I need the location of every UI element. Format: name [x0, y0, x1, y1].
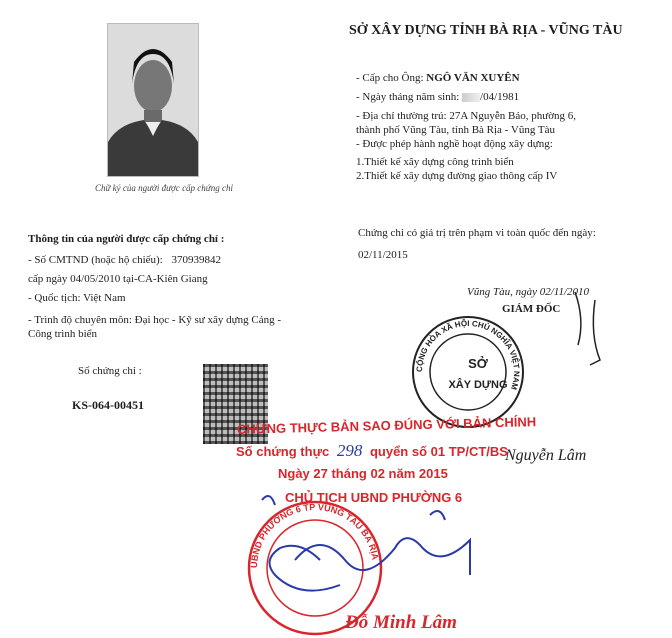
id-value: 370939842: [171, 254, 221, 266]
certificate-label: Số chứng chỉ :: [78, 365, 142, 377]
address-line-2: thành phố Vũng Tàu, tỉnh Bà Rịa - Vũng Tàu: [356, 124, 556, 136]
info-heading: Thông tin của người được cấp chứng chỉ :: [28, 233, 225, 245]
department-title: SỞ XÂY DỰNG TỈNH BÀ RỊA - VŨNG TÀU: [349, 23, 623, 38]
certificate-number: KS-064-00451: [72, 398, 144, 412]
stamp-center-line-1: SỞ: [468, 356, 488, 371]
holder-name: NGÔ VĂN XUYÊN: [426, 72, 520, 84]
place-date: Vũng Tàu, ngày 02/11/2010: [467, 286, 590, 298]
certification-title: CHỨNG THỰC BẢN SAO ĐÚNG VỚI BẢN CHÍNH: [236, 414, 537, 437]
certification-book: quyển số 01 TP/CT/BS: [369, 444, 508, 459]
director-stamp-ring-text: CỘNG HÒA XÃ HỘI CHỦ NGHĨA VIỆT NAM: [414, 318, 522, 391]
director-title: GIÁM ĐỐC: [502, 303, 561, 315]
dob-value: /04/1981: [480, 91, 520, 103]
certification-date: Ngày 27 tháng 02 năm 2015: [278, 466, 448, 481]
id-issue-line: cấp ngày 04/05/2010 tại-CA-Kiên Giang: [28, 273, 208, 285]
officer-handwritten: Nguyễn Lâm: [505, 447, 587, 464]
nationality: - Quốc tịch: Việt Nam: [28, 292, 126, 304]
degree-line-2: Công trình biển: [28, 328, 98, 340]
id-label: - Số CMTND (hoặc hộ chiếu):: [28, 254, 163, 266]
dob-label: - Ngày tháng năm sinh:: [356, 91, 460, 103]
degree-line-1: - Trình độ chuyên môn: Đại học - Kỹ sư xây dựng Cảng -: [28, 314, 281, 326]
stamp-center-line-2: XÂY DỰNG: [448, 379, 508, 391]
address-line-1: - Địa chỉ thường trú: 27A Nguyễn Bảo, phường 6,: [356, 110, 577, 122]
ubnd-stamp-ring-text: UBND PHƯỜNG 6 TP VŨNG TÀU BÀ RỊA: [248, 501, 381, 569]
validity-date: 02/11/2015: [358, 249, 408, 261]
scope-label: - Được phép hành nghề hoạt động xây dựng:: [356, 138, 553, 150]
validity-text: Chứng chỉ có giá trị trên phạm vi toàn quốc đến ngày:: [358, 227, 596, 239]
issued-to-label: - Cấp cho Ông:: [356, 72, 424, 84]
certification-chair: CHỦ TỊCH UBND PHƯỜNG 6: [285, 490, 463, 505]
certification-number-prefix: Số chứng thực: [236, 444, 330, 459]
certification-number-handwritten: 298: [336, 441, 363, 460]
signer-name: Đỗ Minh Lâm: [345, 612, 457, 633]
photo-caption: Chữ ký của người được cấp chứng chỉ: [95, 183, 233, 193]
scope-item-1: 1.Thiết kế xây dựng công trình biển: [356, 156, 514, 168]
scope-item-2: 2.Thiết kế xây dựng đường giao thông cấp IV: [356, 170, 558, 182]
